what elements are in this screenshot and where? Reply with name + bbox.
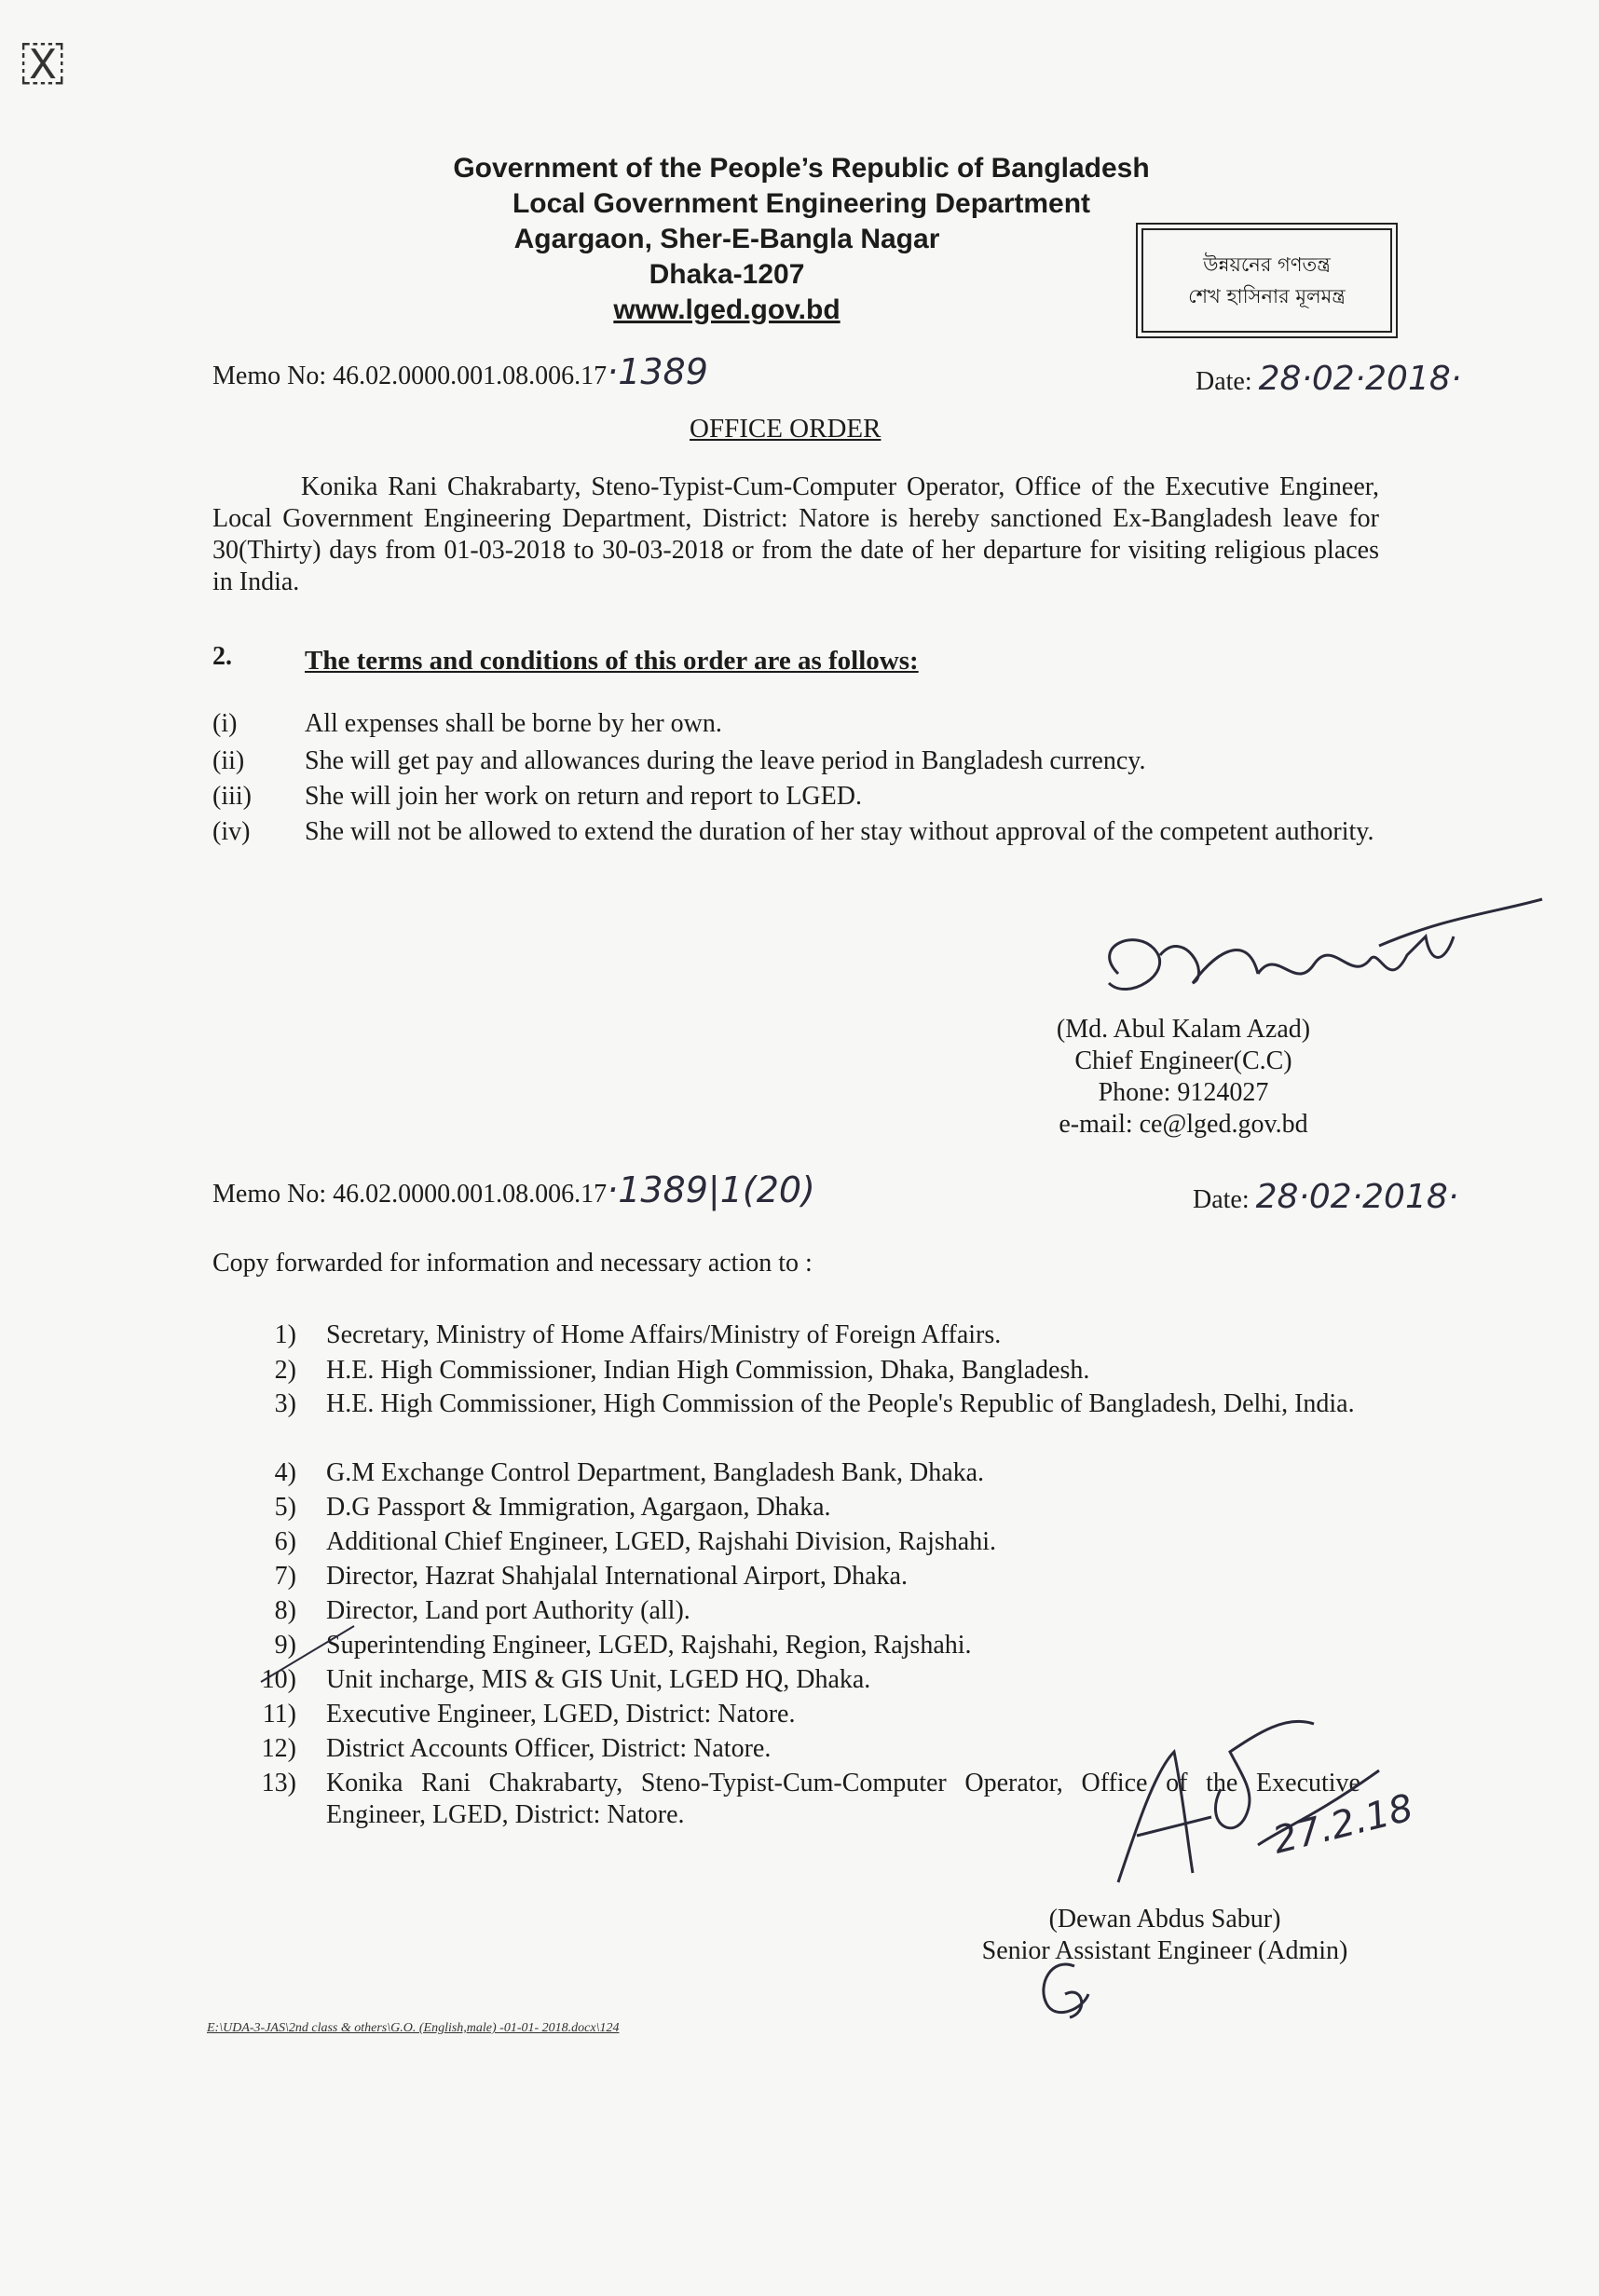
signatory1-phone: Phone: 9124027 xyxy=(1098,1078,1269,1107)
memo1-handwritten-number: ·1389 xyxy=(607,351,708,392)
slogan-line-2: শেখ হাসিনার মূলমন্ত্র xyxy=(1188,285,1346,308)
tick-mark xyxy=(252,1626,363,1701)
memo1-label: Memo No: 46.02.0000.001.08.006.17 xyxy=(212,362,608,390)
copy-forwarded-intro: Copy forwarded for information and necessary action to : xyxy=(212,1249,813,1278)
corner-handwritten-mark: 🇽 xyxy=(19,28,67,91)
signature-chief-engineer xyxy=(1072,909,1538,1030)
signatory1-designation: Chief Engineer(C.C) xyxy=(1074,1046,1292,1075)
header-line-department: Local Government Engineering Department xyxy=(512,188,1091,219)
memo1-date-label: Date: xyxy=(1196,367,1252,396)
footer-file-path: E:\UDA-3-JAS\2nd class & others\G.O. (English,male) -01-01- 2018.docx\124 xyxy=(207,2021,620,2035)
office-order-title: OFFICE ORDER xyxy=(690,414,882,444)
signatory2-block xyxy=(922,1904,1407,1967)
signatory1-name: (Md. Abul Kalam Azad) xyxy=(1056,1015,1311,1044)
memo2-handwritten-number: ·1389|1(20) xyxy=(607,1169,815,1210)
memo2-date-label: Date: xyxy=(1193,1185,1250,1214)
memo1-handwritten-date: 28·02·2018· xyxy=(1258,360,1462,398)
memo1-number xyxy=(212,351,708,392)
terms-number: 2. xyxy=(212,642,232,671)
header-line-government: Government of the People’s Republic of Bangladesh xyxy=(453,153,1150,184)
signatory2-name: (Dewan Abdus Sabur) xyxy=(1048,1905,1281,1934)
header-line-city: Dhaka-1207 xyxy=(649,259,805,290)
memo2-handwritten-date: 28·02·2018· xyxy=(1255,1178,1459,1216)
initials-mark xyxy=(1032,1957,1107,2022)
signatory1-block xyxy=(1006,1014,1360,1141)
memo2-label: Memo No: 46.02.0000.001.08.006.17 xyxy=(212,1180,608,1209)
signatory1-email[interactable]: e-mail: ce@lged.gov.bd xyxy=(1059,1110,1308,1139)
signatory2-designation: Senior Assistant Engineer (Admin) xyxy=(981,1936,1348,1965)
signatory2-handwritten-date: 27.2.18 xyxy=(1268,1786,1417,1863)
order-paragraph: Konika Rani Chakrabarty, Steno-Typist-Cum-Computer Operator, Office of the Executive Engineer, Local Government Engineering Department, District: Natore is hereby sanctioned Ex-Bangladesh leave for 30(Thirty) days from 01-03-2018 to 30-03-2018 or from the date of her departure for visiting religious places in India. xyxy=(212,472,1379,596)
memo2-date xyxy=(1193,1178,1459,1216)
memo1-date xyxy=(1196,360,1462,398)
memo2-number xyxy=(212,1169,815,1210)
terms-heading: The terms and conditions of this order are as follows: xyxy=(305,646,919,676)
header-line-address: Agargaon, Sher-E-Bangla Nagar xyxy=(513,224,940,254)
header-website[interactable]: www.lged.gov.bd xyxy=(613,294,840,325)
slogan-line-1: উন্নয়নের গণতন্ত্র xyxy=(1203,253,1331,276)
slogan-box xyxy=(1141,228,1392,333)
